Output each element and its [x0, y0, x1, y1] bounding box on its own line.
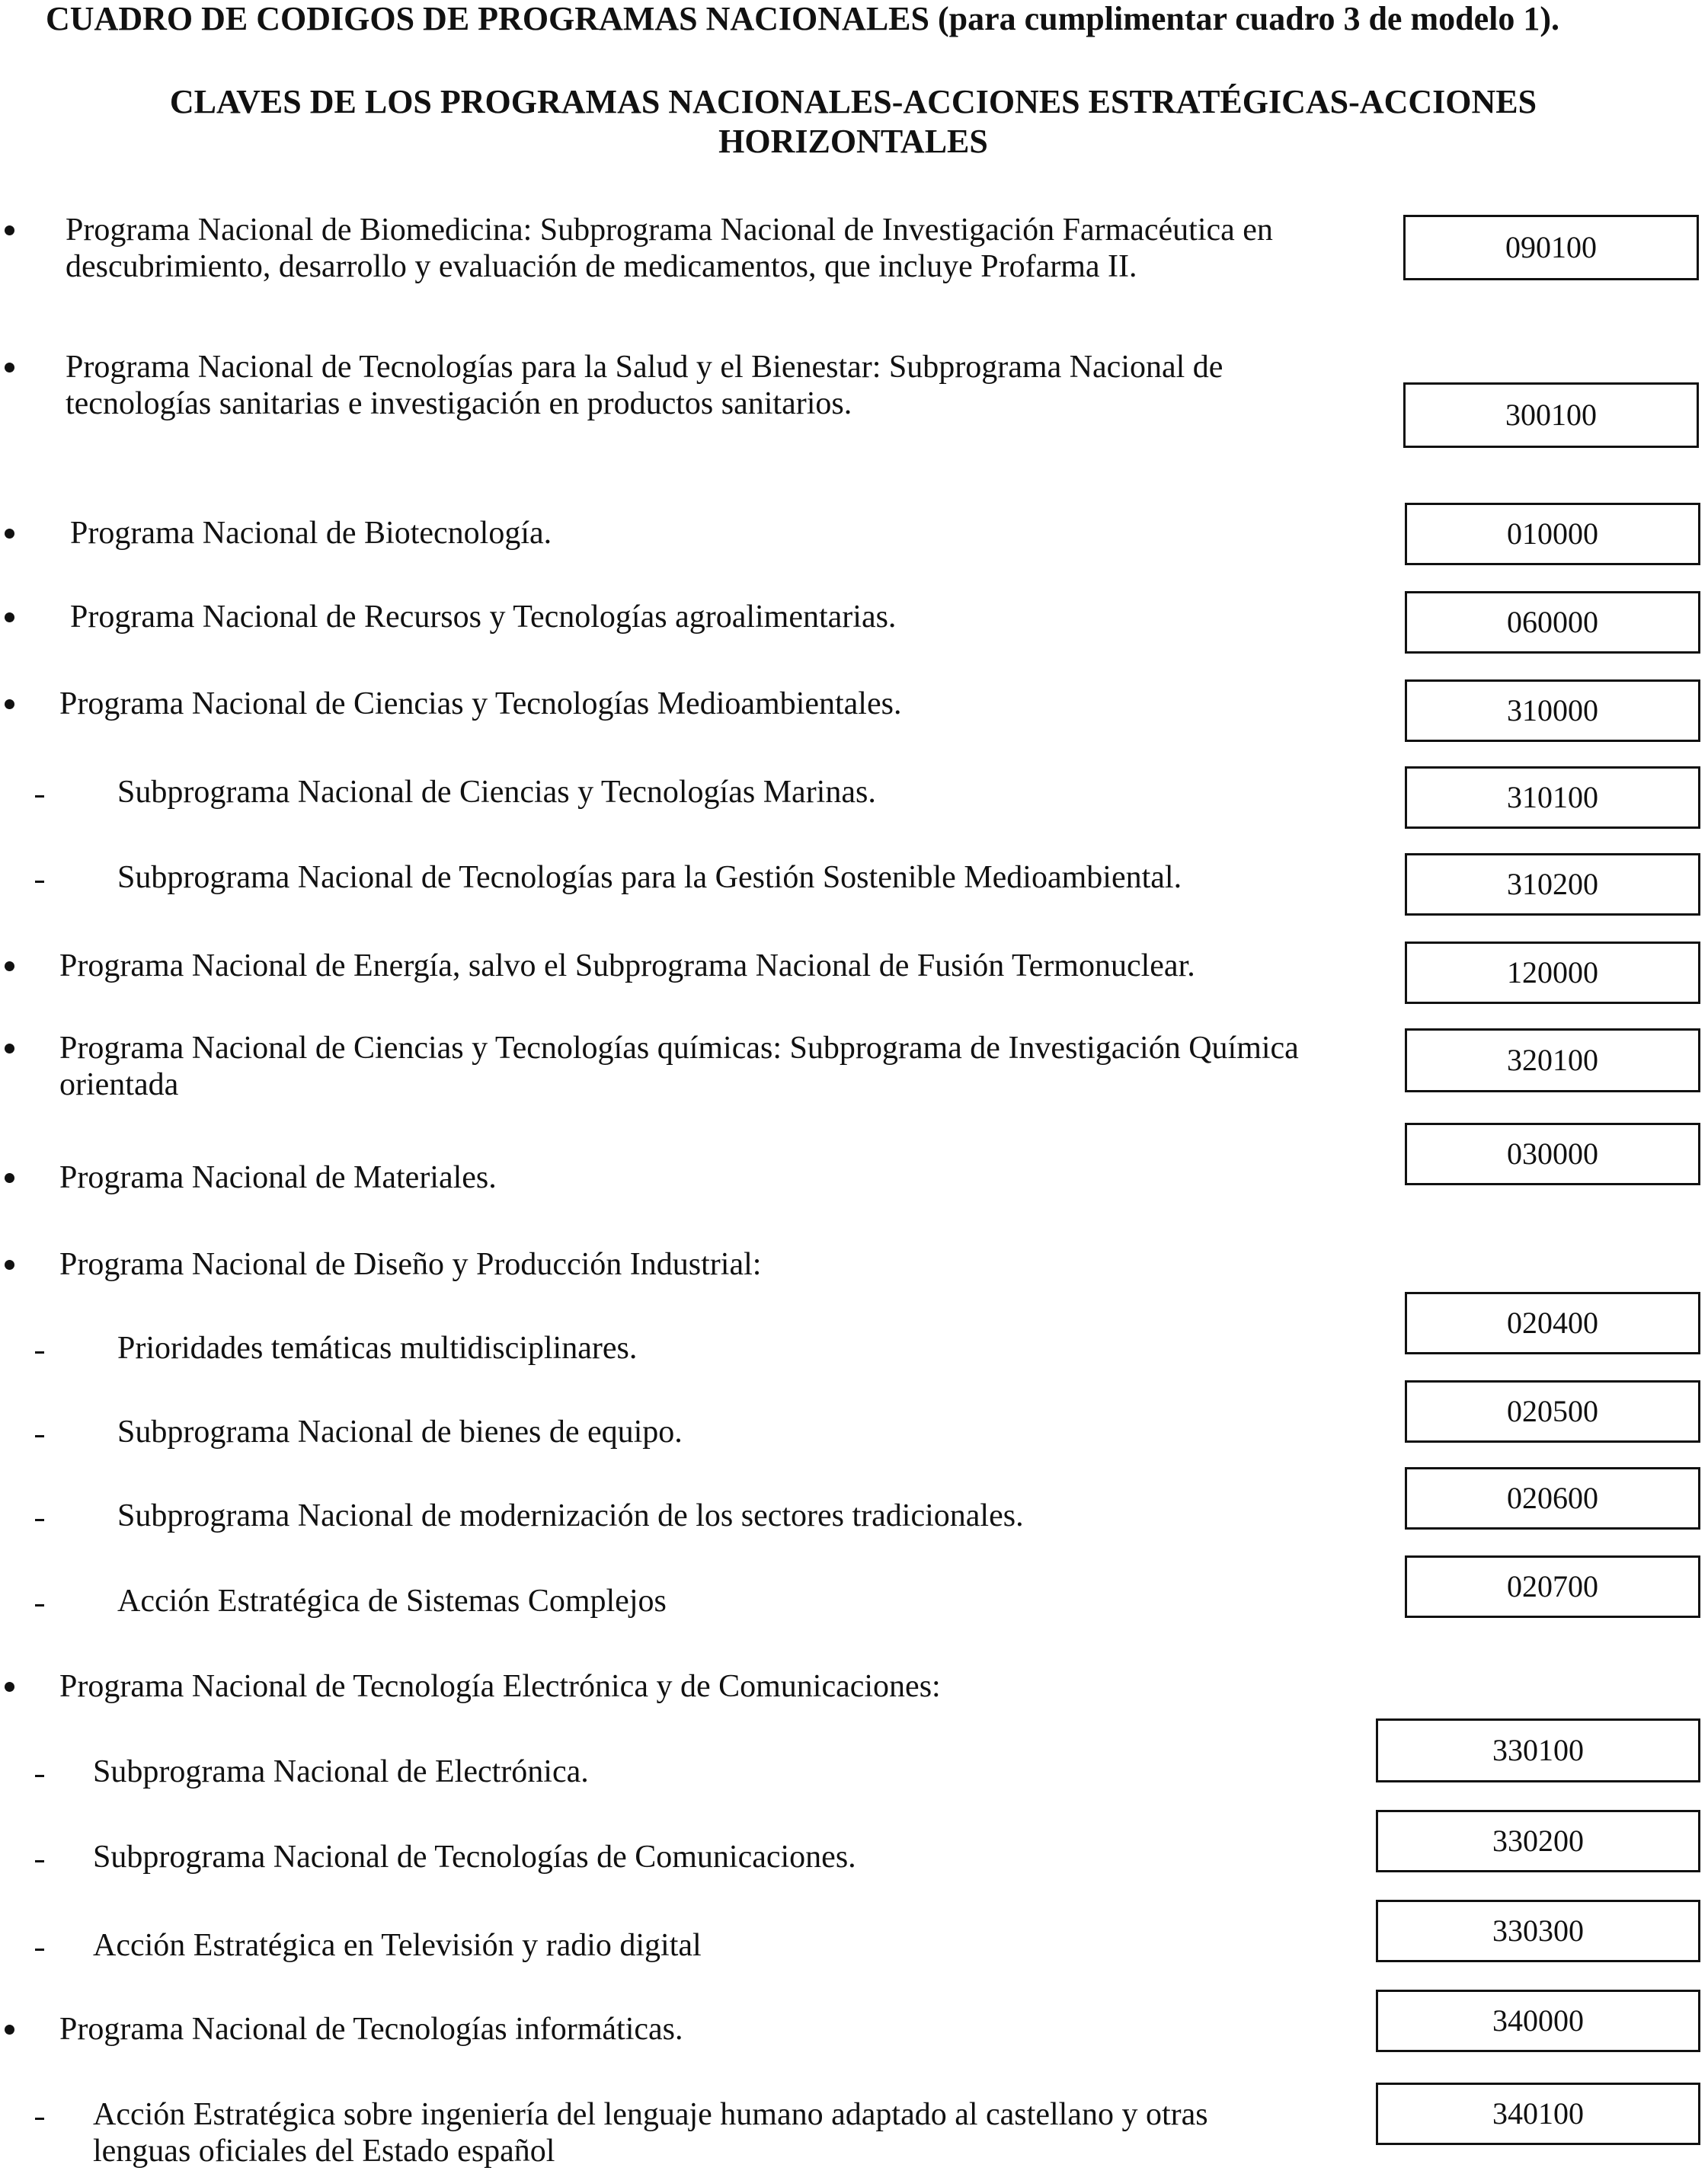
code-box: 330300: [1376, 1900, 1700, 1962]
bullet-icon: [0, 599, 18, 622]
code-box: 320100: [1405, 1028, 1700, 1092]
code-box: 020700: [1405, 1555, 1700, 1618]
list-item: Programa Nacional de Biotecnología.: [70, 516, 552, 551]
dash-icon: [30, 774, 49, 798]
page-title: CUADRO DE CODIGOS DE PROGRAMAS NACIONALES (para cumplimentar cuadro 3 de modelo 1).: [46, 0, 1559, 37]
dash-icon: [30, 1498, 49, 1521]
code-box: 340000: [1376, 1990, 1700, 2052]
code-box: 020600: [1405, 1467, 1700, 1530]
list-item: Acción Estratégica en Televisión y radio digital: [93, 1928, 702, 1963]
code-box: 090100: [1403, 215, 1699, 280]
bullet-icon: [0, 686, 18, 709]
code-box: 060000: [1405, 591, 1700, 654]
list-item: Acción Estratégica de Sistemas Complejos: [117, 1584, 667, 1619]
bullet-icon: [0, 2011, 18, 2035]
code-box: 010000: [1405, 503, 1700, 565]
list-item: Subprograma Nacional de Tecnologías para la Gestión Sostenible Medioambiental.: [117, 860, 1182, 895]
dash-icon: [30, 1927, 49, 1951]
dash-icon: [30, 2096, 49, 2120]
dash-icon: [30, 1754, 49, 1777]
list-item: Prioridades temáticas multidisciplinares.: [117, 1331, 638, 1366]
list-item: Programa Nacional de Ciencias y Tecnologías Medioambientales.: [59, 686, 902, 721]
bullet-icon: [0, 349, 18, 372]
list-item: Subprograma Nacional de Ciencias y Tecnologías Marinas.: [117, 775, 876, 810]
list-item: Programa Nacional de Tecnologías para la Salud y el Bienestar: Subprograma Nacional de tecnologías sanitarias e investigación en productos sanitarios.: [66, 350, 1223, 421]
code-box: 330200: [1376, 1810, 1700, 1872]
list-item: Acción Estratégica sobre ingeniería del lenguaje humano adaptado al castellano y otras lenguas oficiales del Estado español: [93, 2097, 1208, 2169]
list-item: Programa Nacional de Materiales.: [59, 1160, 497, 1195]
code-box: 340100: [1376, 2083, 1700, 2145]
list-item: Subprograma Nacional de modernización de los sectores tradicionales.: [117, 1498, 1024, 1533]
code-box: 310200: [1405, 853, 1700, 916]
list-item: Subprograma Nacional de Electrónica.: [93, 1754, 589, 1789]
code-box: 020500: [1405, 1380, 1700, 1443]
bullet-icon: [0, 515, 18, 539]
bullet-icon: [0, 212, 18, 235]
dash-icon: [30, 1839, 49, 1862]
dash-icon: [30, 1583, 49, 1607]
list-item: Subprograma Nacional de Tecnologías de Comunicaciones.: [93, 1840, 856, 1875]
list-item: Programa Nacional de Biomedicina: Subprograma Nacional de Investigación Farmacéutica en descubrimiento, desarrollo y evaluación de medicamentos, que incluye Profarma II.: [66, 213, 1273, 284]
dash-icon: [30, 1414, 49, 1437]
list-item: Programa Nacional de Tecnología Electrónica y de Comunicaciones:: [59, 1669, 941, 1704]
bullet-icon: [0, 1159, 18, 1183]
list-item: Programa Nacional de Ciencias y Tecnologías químicas: Subprograma de Investigación Química orientada: [59, 1031, 1299, 1102]
bullet-icon: [0, 1030, 18, 1053]
code-box: 330100: [1376, 1718, 1700, 1782]
code-box: 020400: [1405, 1292, 1700, 1354]
list-item: Subprograma Nacional de bienes de equipo.: [117, 1415, 683, 1450]
code-box: 310000: [1405, 679, 1700, 742]
bullet-icon: [0, 948, 18, 971]
code-box: 120000: [1405, 942, 1700, 1004]
bullet-icon: [0, 1668, 18, 1692]
bullet-icon: [0, 1246, 18, 1270]
list-item: Programa Nacional de Energía, salvo el Subprograma Nacional de Fusión Termonuclear.: [59, 948, 1195, 983]
list-item: Programa Nacional de Diseño y Producción Industrial:: [59, 1247, 762, 1282]
code-box: 300100: [1403, 382, 1699, 448]
dash-icon: [30, 859, 49, 883]
list-item: Programa Nacional de Tecnologías informáticas.: [59, 2012, 683, 2047]
code-box: 030000: [1405, 1123, 1700, 1185]
code-box: 310100: [1405, 766, 1700, 829]
dash-icon: [30, 1330, 49, 1354]
page-subtitle: CLAVES DE LOS PROGRAMAS NACIONALES-ACCIONES ESTRATÉGICAS-ACCIONES HORIZONTALES: [169, 83, 1537, 160]
list-item: Programa Nacional de Recursos y Tecnologías agroalimentarias.: [70, 599, 897, 635]
